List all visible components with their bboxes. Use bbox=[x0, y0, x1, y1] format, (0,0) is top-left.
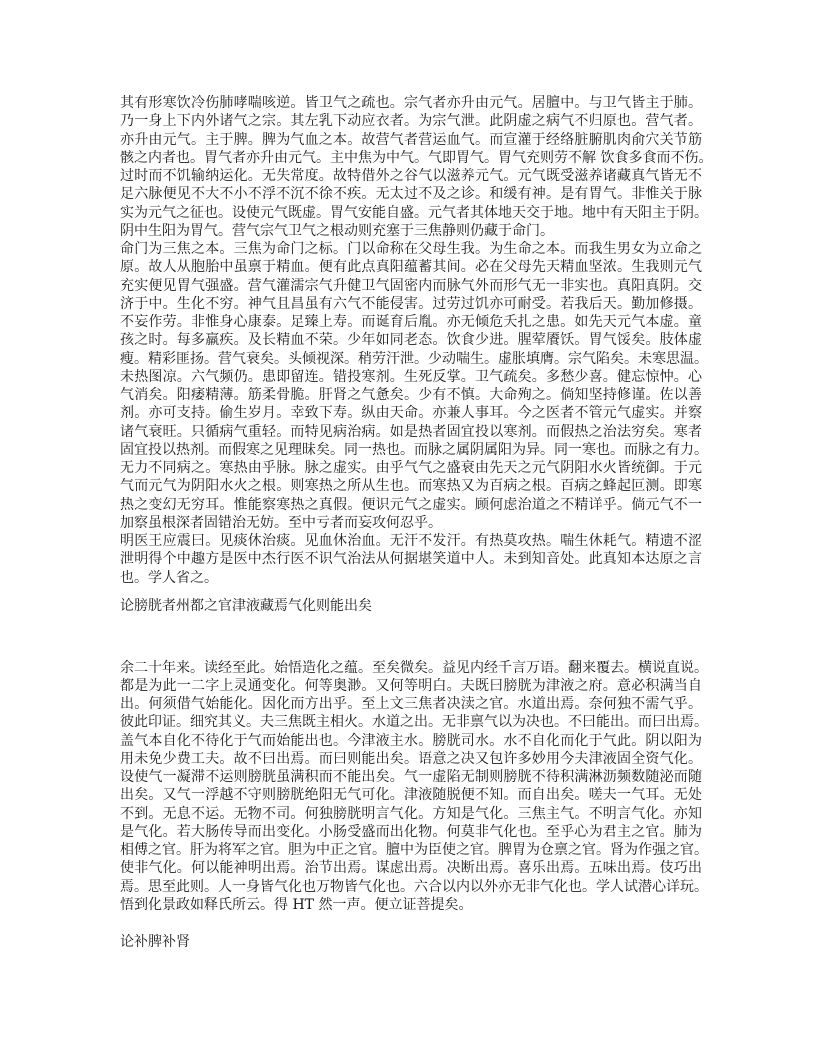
text-line: 加察虽根深者固错治无妨。至中亏者而妄攻何忍乎。 bbox=[120, 514, 442, 531]
text-line: 都是为此一二字上灵通变化。何等奥渺。又何等明白。夫既曰膀胱为津液之府。意必积满当自 bbox=[120, 677, 702, 694]
text-line: 明医王应震曰。见痰休治痰。见血休治血。无汗不发汗。有热莫攻热。喘生休耗气。精遗不涩 bbox=[120, 533, 702, 549]
paragraph bbox=[120, 659, 708, 915]
text-line: 济于中。生化不穷。神气且昌虽有六气不能侵害。过劳过饥亦可耐受。若我后天。勤加修摄。 bbox=[120, 295, 702, 312]
text-line: 相傅之官。肝为将军之官。胆为中正之官。膻中为臣使之官。脾胃为仓禀之官。肾为作强之官。 bbox=[120, 842, 708, 859]
text-line: 无力不同病之。寒热由乎脉。脉之虚实。由乎气气之盛衰由先天之元气阴阳水火皆统御。于元 bbox=[120, 460, 702, 476]
text-line: 骸之内者也。胃气者亦升由元气。主中焦为中气。气即胃气。胃气充则劳不解 饮食多食而不伤。 bbox=[120, 149, 713, 166]
text-line: 使非气化。何以能神明出焉。治节出焉。谋虑出焉。决断出焉。喜乐出焉。五味出焉。伎巧出 bbox=[120, 860, 702, 877]
paragraph bbox=[120, 240, 708, 532]
text-line: 孩之时。每多羸疾。及长精血不荣。少年如同老态。饮食少进。腥荤餍饫。胃气馁矣。肢体虚 bbox=[120, 332, 702, 349]
text-line: 原。故人从胞胎中虽禀于精血。便有此点真阳蕴蓄其间。必在父母先天精血坚浓。生我则元气 bbox=[120, 259, 702, 276]
text-line: 固宜投以热剂。而假寒之见理昧矣。同一热也。而脉之属阴属阳为异。同一寒也。而脉之有力。 bbox=[120, 441, 708, 458]
paragraph bbox=[120, 532, 702, 587]
text-line: 充实便见胃气强盛。营气灌濡宗气升健卫气固密内而脉气外而形气无一非实也。真阳真阴。交 bbox=[120, 277, 702, 294]
text-line: 剂。亦可支持。偷生岁月。幸致下寿。纵由天命。亦兼人事耳。今之医者不管元气虚实。并察 bbox=[120, 405, 702, 422]
section-heading: 论补脾补肾 bbox=[120, 934, 190, 951]
text-line: 热之变幻无穷耳。惟能察寒热之真假。便识元气之虚实。顾何虑治道之不精详乎。倘元气不一 bbox=[120, 496, 702, 513]
document-body bbox=[120, 94, 713, 951]
text-line: 出。何须借气始能化。因化而方出乎。至上文三焦者决渎之官。水道出焉。奈何独不需气乎。 bbox=[120, 696, 702, 713]
text-line: 亦升由元气。主于脾。脾为气血之本。故营气者营运血气。而宣灌于经络脏腑肌肉俞穴关节筋 bbox=[120, 131, 702, 148]
text-line: 诸气衰旺。只循病气重轻。而特见病治病。如是热者固宜投以寒剂。而假热之治法穷矣。寒者 bbox=[120, 423, 702, 440]
paragraph bbox=[120, 94, 713, 240]
section-heading: 论膀胱者州都之官津液藏焉气化则能出矣 bbox=[120, 598, 372, 615]
text-line: 是气化。若大肠传导而出变化。小肠受盛而出化物。何莫非气化也。至乎心为君主之官。肺为 bbox=[120, 823, 702, 840]
text-line: 也。学人省之。 bbox=[120, 569, 218, 586]
text-line: 足六脉便见不大不小不浮不沉不徐不疾。无太过不及之诊。和缓有神。是有胃气。非惟关于脉 bbox=[120, 186, 702, 203]
text-line: 不到。无息不运。无物不司。何独膀胱明言气化。方知是气化。三焦主气。不明言气化。亦知 bbox=[120, 805, 702, 822]
text-line: 盖气本自化不待化于气而始能出也。今津液主水。膀胱司水。水不自化而化于气此。阴以阳为 bbox=[120, 732, 702, 749]
text-line: 余二十年来。读经至此。始悟造化之蕴。至矣微矣。益见内经千言万语。翻来覆去。横说直说。 bbox=[120, 659, 708, 676]
text-line: 彼此印证。细究其义。夫三焦既主相火。水道之出。无非禀气以为决也。不曰能出。而曰出焉。 bbox=[120, 714, 708, 731]
text-line: 悟到化景政如释氏所云。得 HT 然一声。便立证菩提矣。 bbox=[120, 896, 473, 913]
text-line: 不妄作劳。非惟身心康泰。足臻上寿。而诞育后胤。亦无倾危夭扎之患。如先天元气本虚。童 bbox=[120, 314, 702, 330]
text-line: 出矣。又气一浮越不守则膀胱绝阳无气可化。津液随脱便不知。而自出矣。嗟夫一气耳。无处 bbox=[120, 787, 702, 804]
text-line: 气而元气为阴阳水火之根。则寒热之所从生也。而寒热又为百病之根。百病之蜂起叵测。即寒 bbox=[120, 478, 702, 495]
text-line: 实为元气之征也。设使元气既虚。胃气安能自盛。元气者其体地天交于地。地中有天阳主于阴。 bbox=[120, 204, 708, 221]
text-line: 设使气一凝滞不运则膀胱虽满积而不能出矣。气一虚陷无制则膀胱不待积满淋沥频数随泌而随 bbox=[120, 769, 702, 786]
text-line: 过时而不饥输纳运化。无失常度。故特借外之谷气以滋养元气。元气既受滋养诸藏真气皆无不 bbox=[120, 168, 702, 184]
text-line: 乃一身上下内外诸气之宗。其左乳下动应衣者。为宗气泄。此阴虚之病气不归原也。营气者。 bbox=[120, 113, 702, 130]
text-line: 瘦。精彩匪扬。营气衰矣。头倾视深。稍劳汗泄。少动喘生。虚胀填膺。宗气陷矣。未寒思温。 bbox=[120, 350, 708, 367]
text-line: 焉。思至此则。人一身皆气化也万物皆气化也。六合以内以外亦无非气化也。学人试潜心详玩。 bbox=[120, 878, 708, 895]
text-line: 其有形寒饮冷伤肺哮喘咳逆。皆卫气之疏也。宗气者亦升由元气。居膻中。与卫气皆主于肺。 bbox=[120, 95, 702, 111]
text-line: 用未免少费工夫。故不曰出焉。而曰则能出矣。语意之决又包许多妙用今夫津液固全资气化。 bbox=[120, 750, 702, 767]
text-line: 泄明得个中趣方是医中杰行医不识气治法从何据堪笑道中人。未到知音处。此真知本达原之言 bbox=[120, 551, 702, 568]
text-line: 未热图凉。六气频仍。患即留连。错投寒剂。生死反掌。卫气疏矣。多愁少喜。健忘惊忡。心 bbox=[120, 368, 702, 385]
text-line: 命门为三焦之本。三焦为命门之标。门以命称在父母生我。为生命之本。而我生男女为立命之 bbox=[120, 241, 702, 257]
text-line: 气消矣。阳痿精薄。筋柔骨脆。肝肾之气惫矣。少有不慎。大命殉之。倘知坚持修谨。佐以善 bbox=[120, 387, 702, 403]
text-line: 阴中生阳为胃气。营气宗气卫气之根动则充塞于三焦静则仍藏于命门。 bbox=[120, 222, 554, 239]
